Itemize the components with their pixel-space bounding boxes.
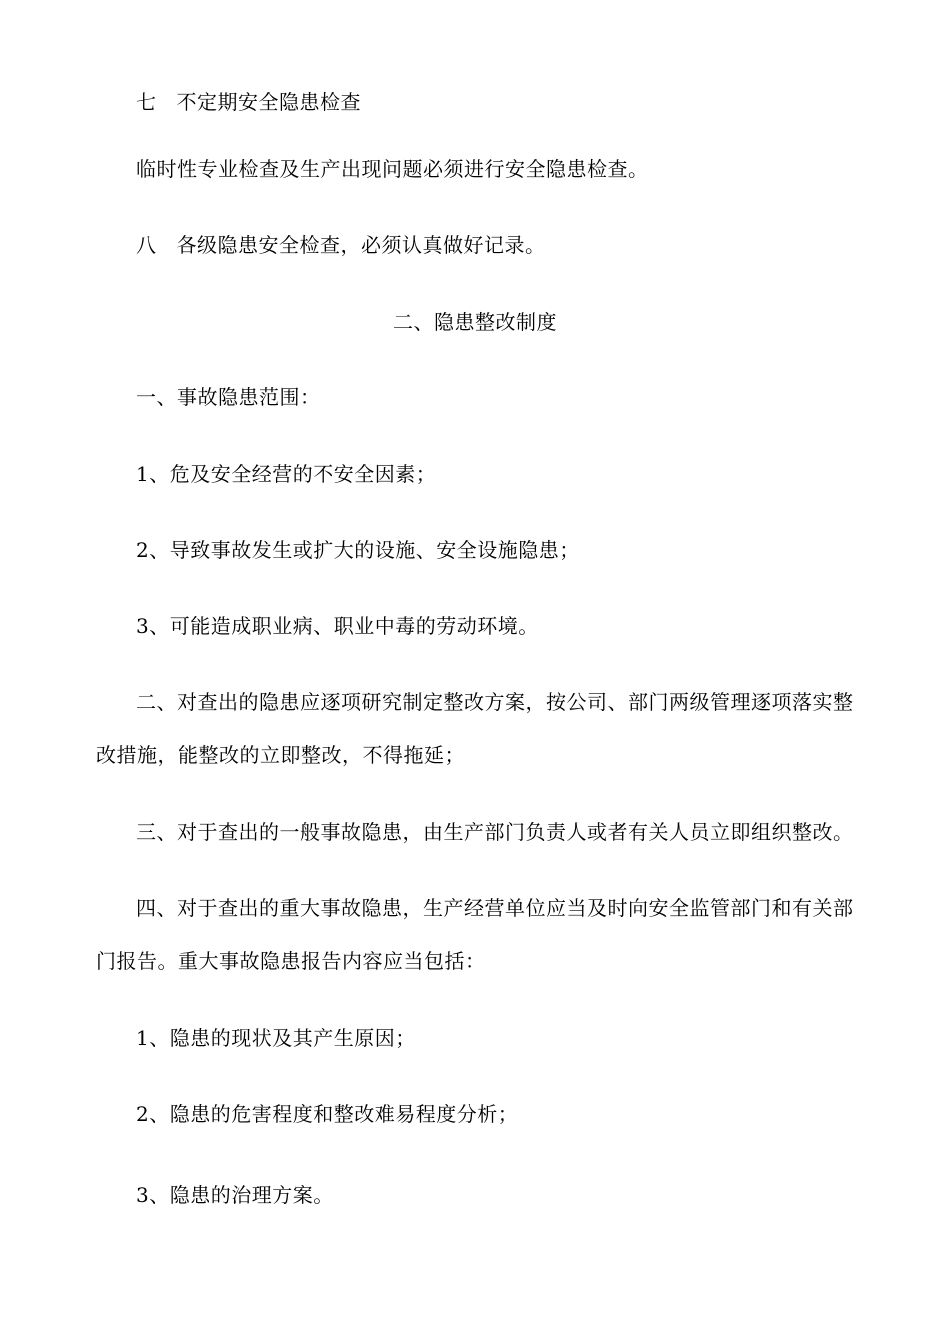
item7-body: 临时性专业检查及生产出现问题必须进行安全隐患检查。	[136, 157, 649, 181]
report-item-3: 3、隐患的治理方案。	[136, 1183, 334, 1207]
paragraph-2-line-1: 二、对查出的隐患应逐项研究制定整改方案，按公司、部门两级管理逐项落实整	[136, 690, 854, 714]
scope-heading: 一、事故隐患范围：	[136, 385, 321, 409]
scope-item-3: 3、可能造成职业病、职业中毒的劳动环境。	[136, 614, 539, 638]
paragraph-4-line-2: 门报告。重大事故隐患报告内容应当包括：	[96, 949, 486, 973]
item8-title: 各级隐患安全检查，必须认真做好记录。	[176, 233, 546, 257]
item8-number: 八	[136, 233, 157, 257]
item7-number: 七	[136, 90, 157, 114]
paragraph-2-line-2: 改措施，能整改的立即整改，不得拖延；	[96, 743, 465, 767]
report-item-1: 1、隐患的现状及其产生原因；	[136, 1026, 416, 1050]
item8-heading	[136, 233, 546, 257]
item7-title: 不定期安全隐患检查	[176, 90, 361, 114]
report-item-2: 2、隐患的危害程度和整改难易程度分析；	[136, 1102, 519, 1126]
item7-heading	[136, 90, 361, 114]
paragraph-4-line-1: 四、对于查出的重大事故隐患，生产经营单位应当及时向安全监管部门和有关部	[136, 896, 854, 920]
scope-item-1: 1、危及安全经营的不安全因素；	[136, 462, 437, 486]
scope-item-2: 2、导致事故发生或扩大的设施、安全设施隐患；	[136, 538, 580, 562]
section-title: 二、隐患整改制度	[393, 310, 557, 334]
paragraph-3: 三、对于查出的一般事故隐患，由生产部门负责人或者有关人员立即组织整改。	[136, 820, 854, 844]
